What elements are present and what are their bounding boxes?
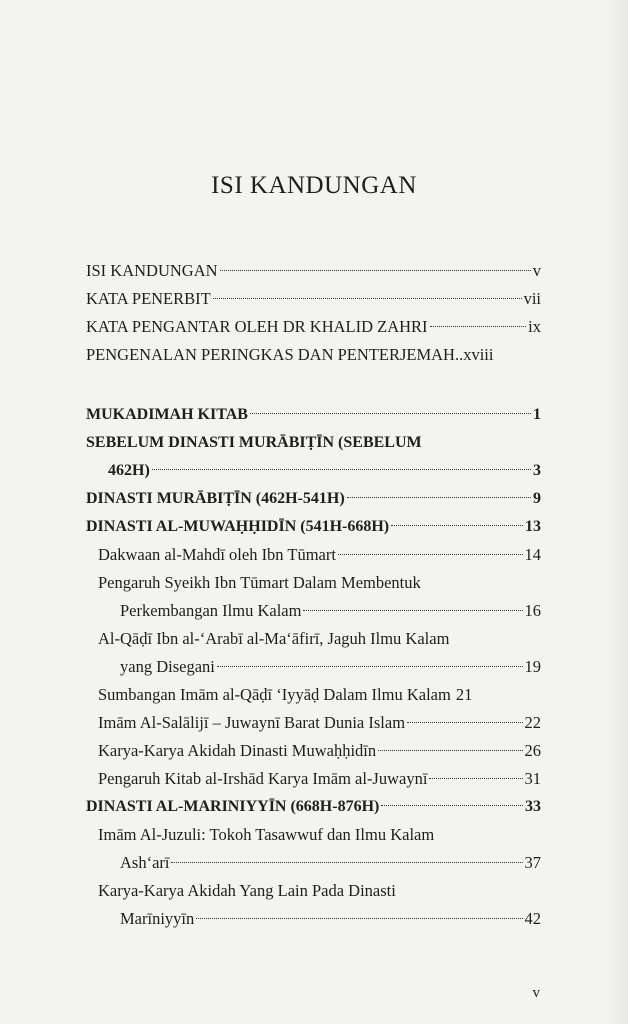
toc-label: DINASTI AL-MUWAḤḤIDĪN (541H-668H) xyxy=(86,518,390,535)
leader-dots xyxy=(303,610,522,611)
toc-label: Pengaruh Kitab al-Irshād Karya Imām al-Juwaynī xyxy=(98,769,428,788)
toc-label: Dakwaan al-Mahdī oleh Ibn Tūmart xyxy=(98,545,336,564)
toc-label: Imām Al-Salālijī – Juwaynī Barat Dunia Islam xyxy=(98,713,406,732)
toc-subentry-pengaruh-ibn-tumart[interactable] xyxy=(86,569,541,625)
toc-page-number: vii xyxy=(523,289,541,308)
toc-label-line-2: Ashʻarī xyxy=(120,853,170,872)
toc-label-line-1: Al-Qāḍī Ibn al-ʻArabī al-Maʻāfirī, Jaguh Ilmu Kalam xyxy=(98,629,450,648)
toc-label-line-2: Marīniyyīn xyxy=(120,909,195,928)
toc-entry-mariniyyin[interactable] xyxy=(86,793,541,821)
toc-page-number: 22 xyxy=(524,713,541,732)
leader-dots xyxy=(152,469,531,470)
toc-label: PENGENALAN PERINGKAS DAN PENTERJEMAH.. xyxy=(86,345,464,364)
table-of-contents xyxy=(86,257,541,933)
leader-dots xyxy=(407,722,522,723)
toc-label-line-1: SEBELUM DINASTI MURĀBIṬĪN (SEBELUM xyxy=(86,434,422,451)
toc-page-number: 3 xyxy=(533,462,541,479)
toc-label: DINASTI AL-MARINIYYĪN (668H-876H) xyxy=(86,798,380,815)
toc-entry-isi-kandungan[interactable] xyxy=(86,257,541,285)
toc-page-number: 19 xyxy=(524,657,541,676)
toc-page-number: 14 xyxy=(524,545,541,564)
toc-entry-mukadimah[interactable] xyxy=(86,401,541,429)
toc-subentry-pengaruh-kitab-al-irshad[interactable] xyxy=(86,765,541,793)
toc-entry-murabitin[interactable] xyxy=(86,485,541,513)
toc-page-number: xviii xyxy=(463,345,494,364)
toc-label-line-1: Pengaruh Syeikh Ibn Tūmart Dalam Membentuk xyxy=(98,573,421,592)
leader-dots xyxy=(171,862,522,863)
toc-label: MUKADIMAH KITAB xyxy=(86,406,248,423)
toc-subentry-imam-al-juzuli[interactable] xyxy=(86,821,541,877)
toc-page-number: ix xyxy=(528,317,541,336)
section-gap xyxy=(86,369,541,401)
toc-label: ISI KANDUNGAN xyxy=(86,261,218,280)
toc-page-number: 42 xyxy=(524,909,541,928)
toc-page-number: 37 xyxy=(524,853,541,872)
leader-dots xyxy=(430,326,527,327)
toc-page-number: 1 xyxy=(533,406,541,423)
toc-label: Karya-Karya Akidah Dinasti Muwaḥḥidīn xyxy=(98,741,377,760)
toc-page-number: v xyxy=(532,261,541,280)
page-title: ISI KANDUNGAN xyxy=(211,172,417,199)
toc-label-line-1: Karya-Karya Akidah Yang Lain Pada Dinasti xyxy=(98,881,396,900)
leader-dots xyxy=(250,413,531,414)
leader-dots xyxy=(378,750,522,751)
toc-label: KATA PENERBIT xyxy=(86,289,211,308)
toc-page-number: 16 xyxy=(524,601,541,620)
toc-entry-sebelum-murabitin[interactable] xyxy=(86,429,541,485)
leader-dots xyxy=(429,778,522,779)
leader-dots xyxy=(220,270,531,271)
toc-label: Sumbangan Imām al-Qāḍī ʻIyyāḍ Dalam Ilmu Kalam xyxy=(98,685,451,704)
toc-label-line-1: Imām Al-Juzuli: Tokoh Tasawwuf dan Ilmu Kalam xyxy=(98,825,435,844)
toc-subentry-imam-al-salaliji[interactable] xyxy=(86,709,541,737)
toc-entry-pengenalan[interactable] xyxy=(86,341,541,369)
toc-subentry-karya-akidah-muwahhidin[interactable] xyxy=(86,737,541,765)
toc-subentry-dakwaan-al-mahdi[interactable] xyxy=(86,541,541,569)
toc-label: DINASTI MURĀBIṬĪN (462H-541H) xyxy=(86,490,345,507)
toc-entry-kata-pengantar[interactable] xyxy=(86,313,541,341)
toc-label-line-2: yang Disegani xyxy=(120,657,215,676)
leader-dots xyxy=(381,805,523,806)
leader-dots xyxy=(213,298,522,299)
leader-dots xyxy=(391,525,523,526)
toc-page-number: 31 xyxy=(524,769,541,788)
page-folio: v xyxy=(532,985,540,1001)
leader-dots xyxy=(217,666,523,667)
leader-dots xyxy=(347,497,531,498)
leader-dots xyxy=(196,918,522,919)
toc-page-number: 21 xyxy=(455,685,473,704)
leader-dots xyxy=(338,554,523,555)
toc-label: KATA PENGANTAR OLEH DR KHALID ZAHRI xyxy=(86,317,428,336)
toc-subentry-karya-akidah-mariniyyin[interactable] xyxy=(86,877,541,933)
toc-page-number: 26 xyxy=(524,741,541,760)
toc-entry-kata-penerbit[interactable] xyxy=(86,285,541,313)
toc-subentry-sumbangan-qadi-iyyad[interactable] xyxy=(86,681,541,709)
toc-page-number: 13 xyxy=(525,518,541,535)
toc-entry-muwahhidin[interactable] xyxy=(86,513,541,541)
toc-page-number: 9 xyxy=(533,490,541,507)
toc-subentry-al-qadi-ibn-al-arabi[interactable] xyxy=(86,625,541,681)
toc-label-line-2: Perkembangan Ilmu Kalam xyxy=(120,601,302,620)
toc-page-number: 33 xyxy=(525,798,541,815)
toc-label-line-2: 462H) xyxy=(108,462,150,479)
page-edge-shadow xyxy=(608,0,628,1024)
